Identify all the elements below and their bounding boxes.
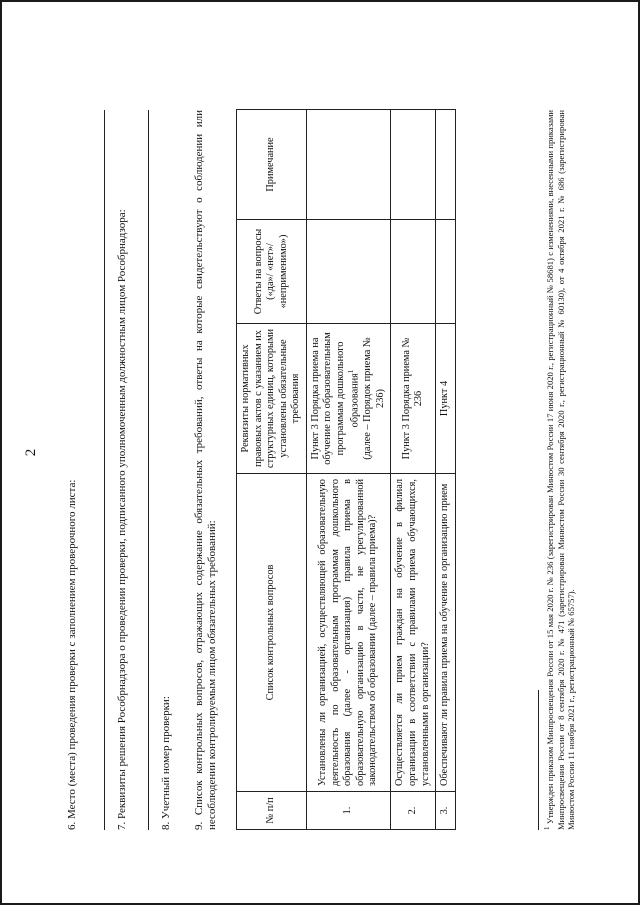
row-num: 3. bbox=[436, 792, 456, 830]
header-answers: Ответы на вопросы («да»/ «нет»/ «неприменимо») bbox=[237, 220, 307, 324]
row-answer-cell[interactable] bbox=[306, 220, 391, 324]
row-requisites-tail: (далее – Порядок приема № 236) bbox=[362, 337, 386, 460]
row-requisites: Пункт 3 Порядка приема № 236 bbox=[391, 324, 436, 474]
footnote-marker: 1 bbox=[543, 826, 551, 830]
row-question: Обеспечивают ли правила приема на обучение в организацию прием bbox=[436, 474, 456, 792]
row-question: Осуществляется ли прием граждан на обучение в филиал организации в соответствии с правилами приема обучающихся, установленными в организации? bbox=[391, 474, 436, 792]
row-num: 1. bbox=[306, 792, 391, 830]
page-number: 2 bbox=[23, 448, 39, 457]
header-requisites: Реквизиты нормативных правовых актов с указанием их структурных единиц, которыми установлены обязательные требования bbox=[237, 324, 307, 474]
checklist-intro: 9. Список контрольных вопросов, отражающих содержание обязательных требований, ответы на которые свидетельствуют о соблюдении или несоблюдении контролируемым лицом обязательных требований: bbox=[193, 110, 219, 830]
field-account-number-label: 8. Учетный номер проверки: bbox=[160, 696, 172, 830]
row-answer-cell[interactable] bbox=[391, 220, 436, 324]
footnote bbox=[543, 110, 577, 830]
field-decision-line bbox=[148, 110, 149, 830]
field-decision-label: 7. Реквизиты решения Рособрнадзора о проведении проверки, подписанного уполномоченным должностным лицом Рособрнадзора: bbox=[116, 209, 128, 830]
row-requisites: Пункт 4 bbox=[436, 324, 456, 474]
footnote-text: Утвержден приказом Минпросвещения России от 15 мая 2020 г. № 236 (зарегистрирован Минюстом России 17 июня 2020 г., регистрационный № 58681) с изменениями, внесенными приказами Минпросвещения России от 8 сентября 2020 г. № 471 (зарегистрирован Минюстом России 30 сентября 2020 г., регистрационный № 60130), от 4 октября 2021 г. № 686 (зарегистрирован Минюстом России 11 ноября 2021 г., регистрационный № 65757). bbox=[544, 110, 577, 830]
table-header-row bbox=[237, 110, 307, 830]
row-question: Установлены ли организацией, осуществляющей образовательную деятельность по образовательным программам дошкольного образования (далее - организация) правила приема в образовательную организацию в части, не урегулированной законодательством об образовании (далее – правила приема)? bbox=[306, 474, 391, 792]
row-num: 2. bbox=[391, 792, 436, 830]
row-requisites-text: Пункт 3 Порядка приема на обучение по образовательным программам дошкольного образования bbox=[309, 332, 361, 465]
row-requisites bbox=[306, 324, 391, 474]
row-note-cell[interactable] bbox=[391, 110, 436, 220]
row-note-cell[interactable] bbox=[306, 110, 391, 220]
field-place-label: 6. Место (места) проведения проверки с заполнением проверочного листа: bbox=[66, 479, 78, 830]
table-row bbox=[436, 110, 456, 830]
header-num: № п/п bbox=[237, 792, 307, 830]
rotated-page bbox=[8, 15, 618, 890]
checklist-table bbox=[236, 109, 456, 830]
footnote-ref: 1 bbox=[347, 369, 356, 374]
header-note: Примечание bbox=[237, 110, 307, 220]
field-place-line bbox=[104, 110, 105, 830]
row-note-cell[interactable] bbox=[436, 110, 456, 220]
table-row bbox=[306, 110, 391, 830]
table-row bbox=[391, 110, 436, 830]
header-questions: Список контрольных вопросов bbox=[237, 474, 307, 792]
row-answer-cell[interactable] bbox=[436, 220, 456, 324]
footnote-separator bbox=[538, 690, 539, 830]
